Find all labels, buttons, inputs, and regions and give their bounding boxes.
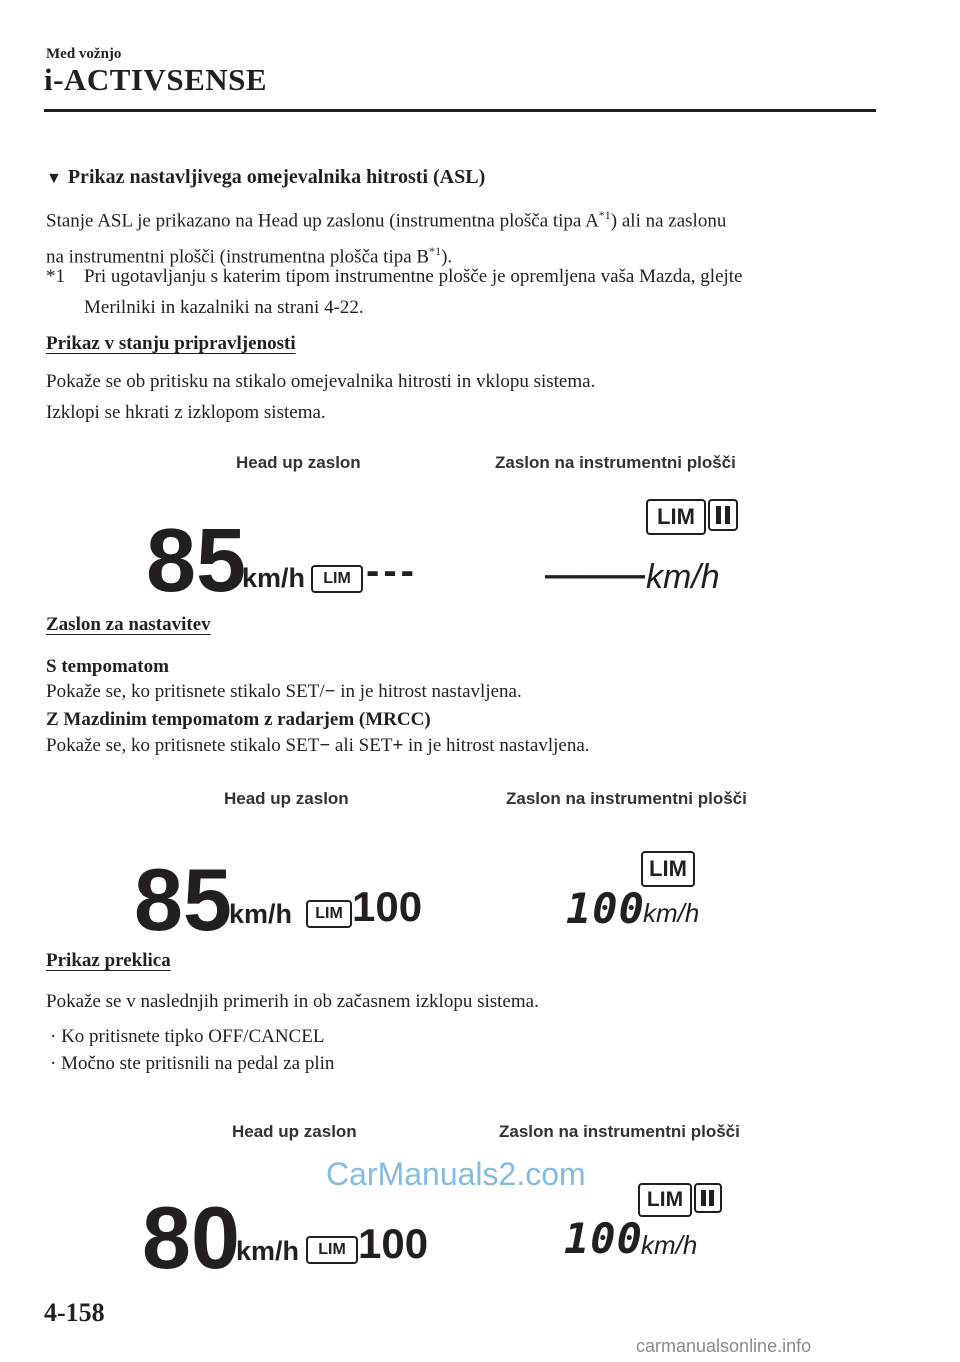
cluster-unit: km/h bbox=[641, 1230, 698, 1260]
lim-badge: LIM bbox=[311, 565, 363, 593]
triangle-icon: ▼ bbox=[46, 170, 62, 187]
cluster-unit: km/h bbox=[643, 898, 700, 928]
heading-text: Prikaz nastavljivega omejevalnika hitrosti (ASL) bbox=[67, 166, 486, 188]
hud-unit: km/h bbox=[236, 1236, 300, 1266]
footer-watermark: carmanualsonline.info bbox=[636, 1336, 812, 1356]
mrcc-paragraph bbox=[46, 730, 876, 761]
hud-set-speed: --- bbox=[366, 549, 418, 593]
hud-speed: 80 bbox=[142, 1188, 240, 1287]
list-item-text: Močno ste pritisnili na pedal za plin bbox=[61, 1053, 335, 1074]
cc-text: in je hitrost nastavljena. bbox=[335, 681, 522, 702]
lim-badge: LIM bbox=[641, 851, 695, 887]
watermark: CarManuals2.com bbox=[326, 1156, 586, 1192]
standby-title: Prikaz v stanju pripravljenosti bbox=[46, 333, 296, 354]
standby-text: Izklopi se hkrati z izklopom sistema. bbox=[46, 402, 326, 423]
hud-set-speed: 100 bbox=[358, 1220, 429, 1267]
cluster-label: Zaslon na instrumentni plošči bbox=[499, 1122, 740, 1141]
lim-badge: LIM bbox=[306, 1236, 358, 1264]
bullet-icon: · bbox=[50, 1026, 57, 1047]
hud-label: Head up zaslon bbox=[232, 1122, 357, 1141]
setting-title: Zaslon za nastavitev bbox=[46, 614, 211, 635]
minus-icon: − bbox=[319, 735, 331, 756]
chapter-label: Med vožnjo bbox=[46, 46, 122, 62]
list-item bbox=[50, 1053, 334, 1075]
lim-badge: LIM bbox=[306, 900, 352, 928]
intro-text: na instrumentni plošči (instrumentna plošča tipa B bbox=[46, 246, 430, 268]
hud-label: Head up zaslon bbox=[236, 453, 361, 472]
footnote-line: Merilniki in kazalniki na strani 4-22. bbox=[84, 297, 364, 318]
hud-unit: km/h bbox=[242, 563, 306, 593]
cancel-paragraph: Pokaže se v naslednjih primerih in ob začasnem izklopu sistema. bbox=[46, 991, 539, 1012]
mrcc-text: in je hitrost nastavljena. bbox=[403, 735, 590, 756]
list-item bbox=[50, 1026, 324, 1048]
cluster-unit: km/h bbox=[646, 558, 720, 596]
intro-text: Stanje ASL je prikazano na Head up zaslonu (instrumentna plošča tipa A bbox=[46, 210, 599, 232]
cluster-set-speed: 100 bbox=[564, 1214, 643, 1263]
footnote-line: Pri ugotavljanju s katerim tipom instrumentne plošče je opremljena vaša Mazda, glejte bbox=[84, 266, 743, 287]
intro-text: ). bbox=[441, 246, 453, 268]
cluster-set-speed: ——— bbox=[545, 556, 644, 594]
lim-badge: LIM bbox=[638, 1183, 692, 1217]
footnote bbox=[46, 261, 876, 323]
list-item-text: Ko pritisnete tipko OFF/CANCEL bbox=[61, 1026, 325, 1047]
mrcc-text: ali SET bbox=[330, 735, 393, 756]
subsection-heading bbox=[46, 166, 485, 189]
hud-label: Head up zaslon bbox=[224, 789, 349, 808]
cc-title: S tempomatom bbox=[46, 656, 169, 677]
cc-text: Pokaže se, ko pritisnete stikalo SET/ bbox=[46, 681, 325, 702]
page-number: 4-158 bbox=[44, 1298, 105, 1327]
cancel-title: Prikaz preklica bbox=[46, 950, 171, 971]
mrcc-title: Z Mazdinim tempomatom z radarjem (MRCC) bbox=[46, 709, 431, 730]
lim-badge: LIM bbox=[646, 499, 706, 535]
footnote-mark: *1 bbox=[46, 266, 65, 287]
hud-set-speed: 100 bbox=[352, 883, 423, 930]
cluster-label: Zaslon na instrumentni plošči bbox=[506, 789, 747, 808]
standby-text: Pokaže se ob pritisku na stikalo omejevalnika hitrosti in vklopu sistema. bbox=[46, 371, 596, 392]
minus-icon: − bbox=[324, 681, 336, 702]
limiter-pause-icon bbox=[694, 1183, 722, 1213]
hud-unit: km/h bbox=[229, 899, 293, 929]
hud-speed: 85 bbox=[146, 511, 247, 611]
standby-paragraph bbox=[46, 366, 876, 428]
section-title: i-ACTIVSENSE bbox=[44, 62, 268, 97]
limiter-pause-icon bbox=[708, 499, 738, 531]
cluster-label: Zaslon na instrumentni plošči bbox=[495, 453, 736, 472]
cluster-set-speed: 100 bbox=[566, 884, 645, 933]
footnote-ref: *1 bbox=[429, 244, 442, 259]
mrcc-text: Pokaže se, ko pritisnete stikalo SET bbox=[46, 735, 320, 756]
cc-paragraph bbox=[46, 676, 876, 707]
bullet-icon: · bbox=[50, 1053, 57, 1074]
footnote-ref: *1 bbox=[598, 208, 611, 222]
header-rule bbox=[44, 109, 876, 112]
intro-text: ) ali na zaslonu bbox=[610, 210, 727, 232]
hud-speed: 85 bbox=[134, 850, 232, 949]
plus-icon: + bbox=[392, 735, 404, 756]
